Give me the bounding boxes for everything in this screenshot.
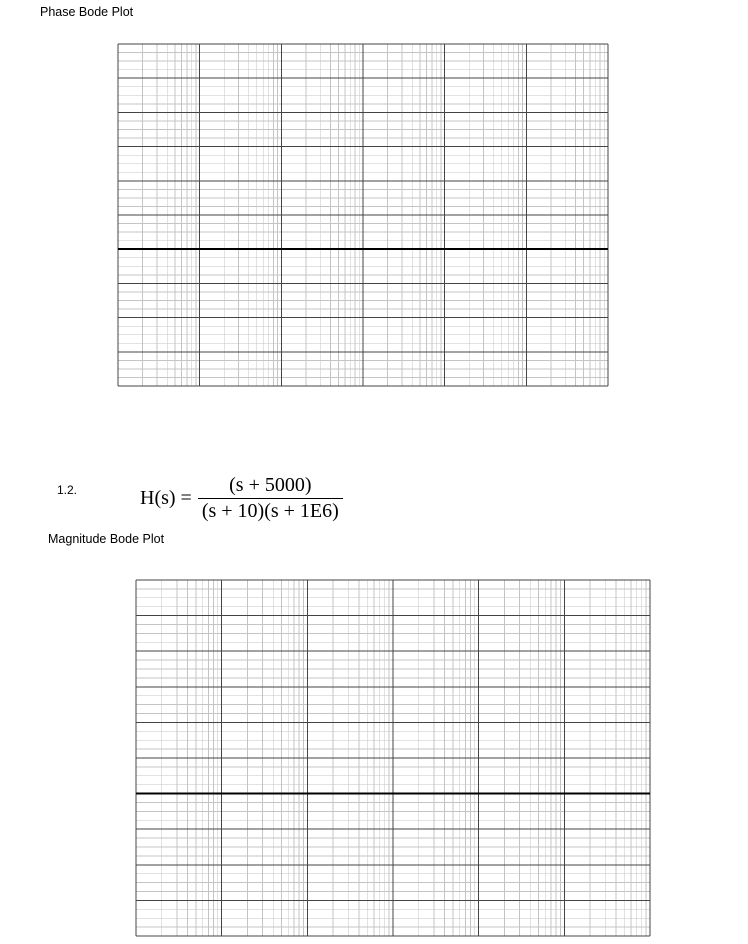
equation-lhs: H(s) = [140, 486, 192, 509]
magnitude-plot-title: Magnitude Bode Plot [48, 532, 165, 546]
magnitude-bode-grid [134, 578, 652, 938]
phase-bode-grid [116, 42, 610, 388]
equation-denominator: (s + 10)(s + 1E6) [201, 499, 339, 522]
equation-numerator: (s + 5000) [229, 473, 312, 496]
problem-number: 1.2. [57, 483, 78, 497]
phase-plot-title: Phase Bode Plot [40, 5, 134, 19]
transfer-function-equation [140, 470, 343, 526]
equation-fraction [198, 474, 343, 523]
